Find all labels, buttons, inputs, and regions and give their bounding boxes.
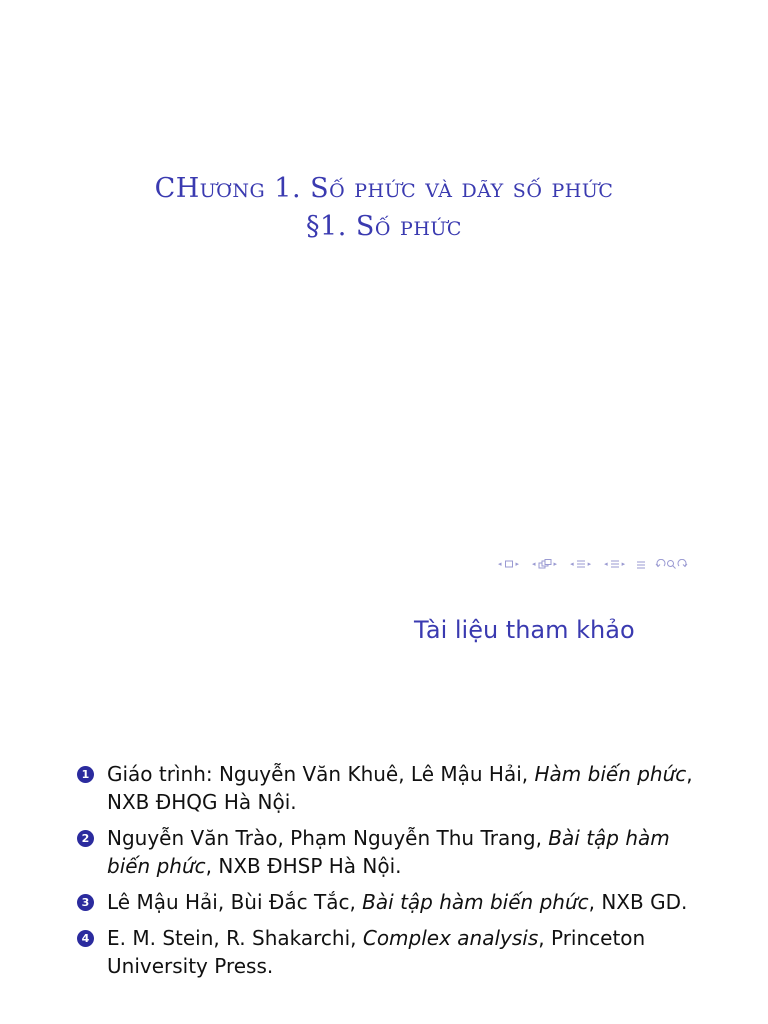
enumerate-bullet: 4 xyxy=(77,930,94,947)
list-item xyxy=(76,824,716,880)
enumerate-bullet: 1 xyxy=(77,766,94,783)
list-item xyxy=(76,924,716,980)
next-arrow-icon[interactable]: ▸ xyxy=(553,560,558,568)
next-arrow-icon[interactable]: ▸ xyxy=(621,560,626,568)
frame-title: Tài liệu tham khảo xyxy=(414,616,635,644)
next-arrow-icon[interactable]: ▸ xyxy=(587,560,592,568)
section-title: §1. Số phức xyxy=(306,211,462,242)
reference-title: Complex analysis xyxy=(362,926,539,950)
list-item xyxy=(76,888,716,916)
reference-title: Bài tập hàm biến phức xyxy=(362,890,589,914)
reference-title: Bài tập hàm biến phức xyxy=(107,826,670,878)
prev-arrow-icon[interactable]: ◂ xyxy=(604,560,608,568)
chapter-title: CHương 1. Số phức và dãy số phức xyxy=(154,173,614,204)
reference-publisher: , NXB GD. xyxy=(588,890,688,914)
reference-text: Nguyễn Văn Trào, Phạm Nguyễn Thu Trang, xyxy=(107,826,549,850)
enumerate-bullet: 3 xyxy=(77,894,94,911)
reference-text: Lê Mậu Hải, Bùi Đắc Tắc, xyxy=(107,890,363,914)
list-item xyxy=(76,760,716,816)
reference-text: E. M. Stein, R. Shakarchi, xyxy=(107,926,363,950)
reference-title: Hàm biến phức xyxy=(534,762,687,786)
reference-publisher: , Princeton University Press. xyxy=(107,926,646,978)
prev-arrow-icon[interactable]: ◂ xyxy=(570,560,574,568)
slide-title xyxy=(0,170,768,246)
enumerate-bullet: 2 xyxy=(77,830,94,847)
reference-publisher: , NXB ĐHQG Hà Nội. xyxy=(107,762,693,814)
prev-arrow-icon[interactable]: ◂ xyxy=(498,560,502,568)
prev-arrow-icon[interactable]: ◂ xyxy=(532,560,536,568)
reference-text: Giáo trình: Nguyễn Văn Khuê, Lê Mậu Hải, xyxy=(107,762,535,786)
next-arrow-icon[interactable]: ▸ xyxy=(515,560,520,568)
reference-publisher: , NXB ĐHSP Hà Nội. xyxy=(205,854,402,878)
reference-list xyxy=(76,760,716,988)
